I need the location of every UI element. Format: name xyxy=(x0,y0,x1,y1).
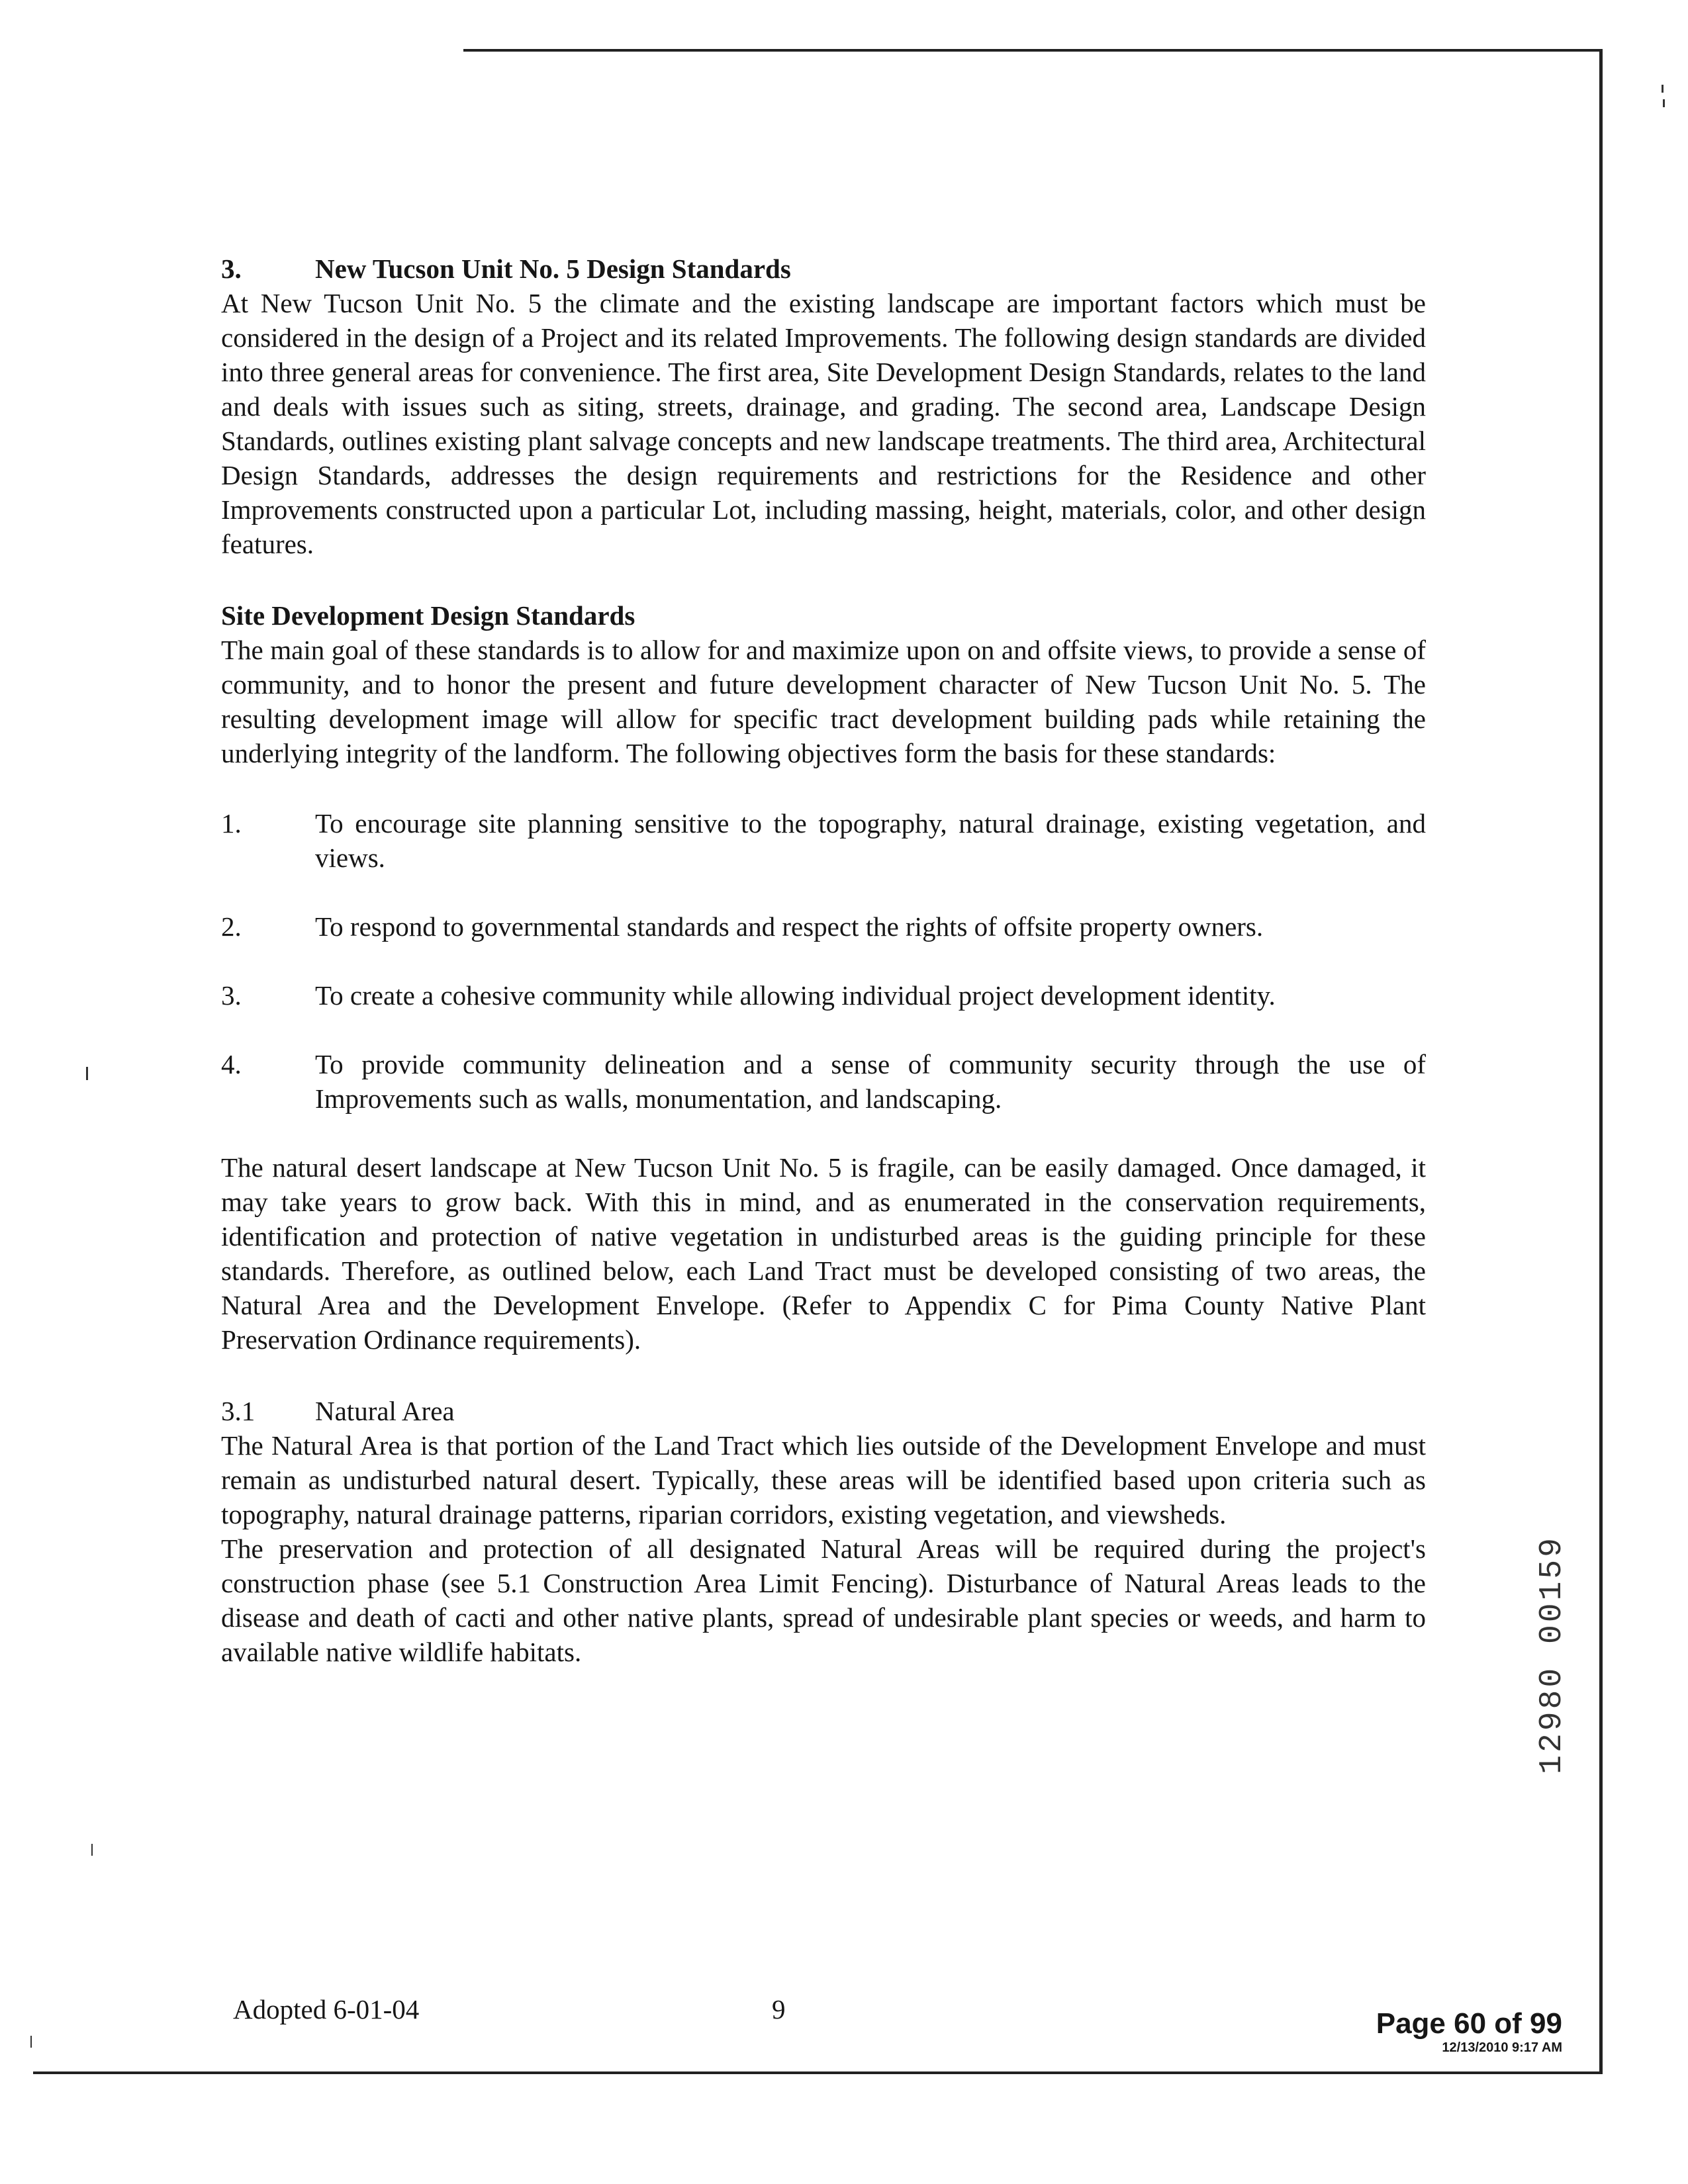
subsection-title: Natural Area xyxy=(315,1396,455,1426)
natural-area-heading xyxy=(221,1394,1426,1428)
list-item-number: 2. xyxy=(221,911,242,942)
page-of-total: Page 60 of 99 xyxy=(1376,2007,1562,2040)
closing-paragraph: The natural desert landscape at New Tucson Unit No. 5 is fragile, can be easily damaged. Once damaged, it may take years to grow back. With this in mind, and as enumerated in the conservation requirements, identification and protection of native vegetation in undisturbed areas is the guiding principle for these standards. Therefore, as outlined below, each Land Tract must be developed consisting of two areas, the Natural Area and the Development Envelope. (Refer to Appendix C for Pima County Native Plant Preservation Ordinance requirements). xyxy=(221,1152,1426,1355)
list-item xyxy=(221,909,1426,944)
scan-border-bottom xyxy=(33,2071,1602,2074)
list-item-text: To create a cohesive community while allowing individual project development identity. xyxy=(315,980,1276,1011)
timestamp: 12/13/2010 9:17 AM xyxy=(1442,2040,1562,2055)
adopted-date: Adopted 6-01-04 xyxy=(233,1994,420,2025)
page-number: 9 xyxy=(772,1994,786,2025)
scan-border-right xyxy=(1599,49,1603,2074)
batch-code: 12980 00159 xyxy=(1534,1535,1570,1774)
scan-mark xyxy=(91,1844,93,1856)
list-item-number: 1. xyxy=(221,808,242,839)
list-item xyxy=(221,978,1426,1013)
document-body xyxy=(221,251,1426,1669)
intro-paragraph: At New Tucson Unit No. 5 the climate and the existing landscape are important factors which must be considered in the design of a Project and its related Improvements. The following design standards are divided into three general areas for convenience. The first area, Site Development Design Standards, relates to the land and deals with issues such as siting, streets, drainage, and grading. The second area, Landscape Design Standards, outlines existing plant salvage concepts and new landscape treatments. The third area, Architectural Design Standards, addresses the design requirements and restrictions for the Residence and other Improvements constructed upon a particular Lot, including massing, height, materials, color, and other design features. xyxy=(221,288,1426,559)
list-item xyxy=(221,806,1426,875)
section-heading xyxy=(221,251,1426,286)
list-item-number: 3. xyxy=(221,980,242,1011)
scan-mark xyxy=(30,2036,32,2048)
page-stamp xyxy=(1364,2008,1562,2056)
scan-mark xyxy=(1662,85,1664,93)
scan-mark xyxy=(1663,99,1665,107)
natural-area-paragraph-1: The Natural Area is that portion of the Land Tract which lies outside of the Development Envelope and must remain as undisturbed natural desert. Typically, these areas will be identified based upon criteria such as topography, natural drainage patterns, riparian corridors, existing vegetation, and viewsheds. xyxy=(221,1430,1426,1529)
list-item-number: 4. xyxy=(221,1049,242,1079)
scan-border-top xyxy=(463,49,1602,52)
section-title: New Tucson Unit No. 5 Design Standards xyxy=(315,253,791,284)
list-item xyxy=(221,1047,1426,1116)
natural-area-paragraph-2: The preservation and protection of all designated Natural Areas will be required during the project's construction phase (see 5.1 Construction Area Limit Fencing). Disturbance of Natural Areas leads to the disease and death of cacti and other native plants, spread of undesirable plant species or weeds, and harm to available native wildlife habitats. xyxy=(221,1533,1426,1667)
list-item-text: To encourage site planning sensitive to the topography, natural drainage, existing vegetation, and views. xyxy=(315,808,1426,873)
subsection-number: 3.1 xyxy=(221,1396,256,1426)
section-number: 3. xyxy=(221,253,242,284)
list-item-text: To provide community delineation and a sense of community security through the use of Improvements such as walls, monumentation, and landscaping. xyxy=(315,1049,1426,1114)
scan-mark xyxy=(86,1067,88,1080)
objectives-list xyxy=(221,806,1426,1116)
site-development-heading: Site Development Design Standards xyxy=(221,600,635,631)
list-item-text: To respond to governmental standards and respect the rights of offsite property owners. xyxy=(315,911,1264,942)
site-development-intro: The main goal of these standards is to allow for and maximize upon on and offsite views, to provide a sense of community, and to honor the present and future development character of New Tucson Unit No. 5. The resulting development image will allow for specific tract development building pads while retaining the underlying integrity of the landform. The following objectives form the basis for these standards: xyxy=(221,635,1426,768)
